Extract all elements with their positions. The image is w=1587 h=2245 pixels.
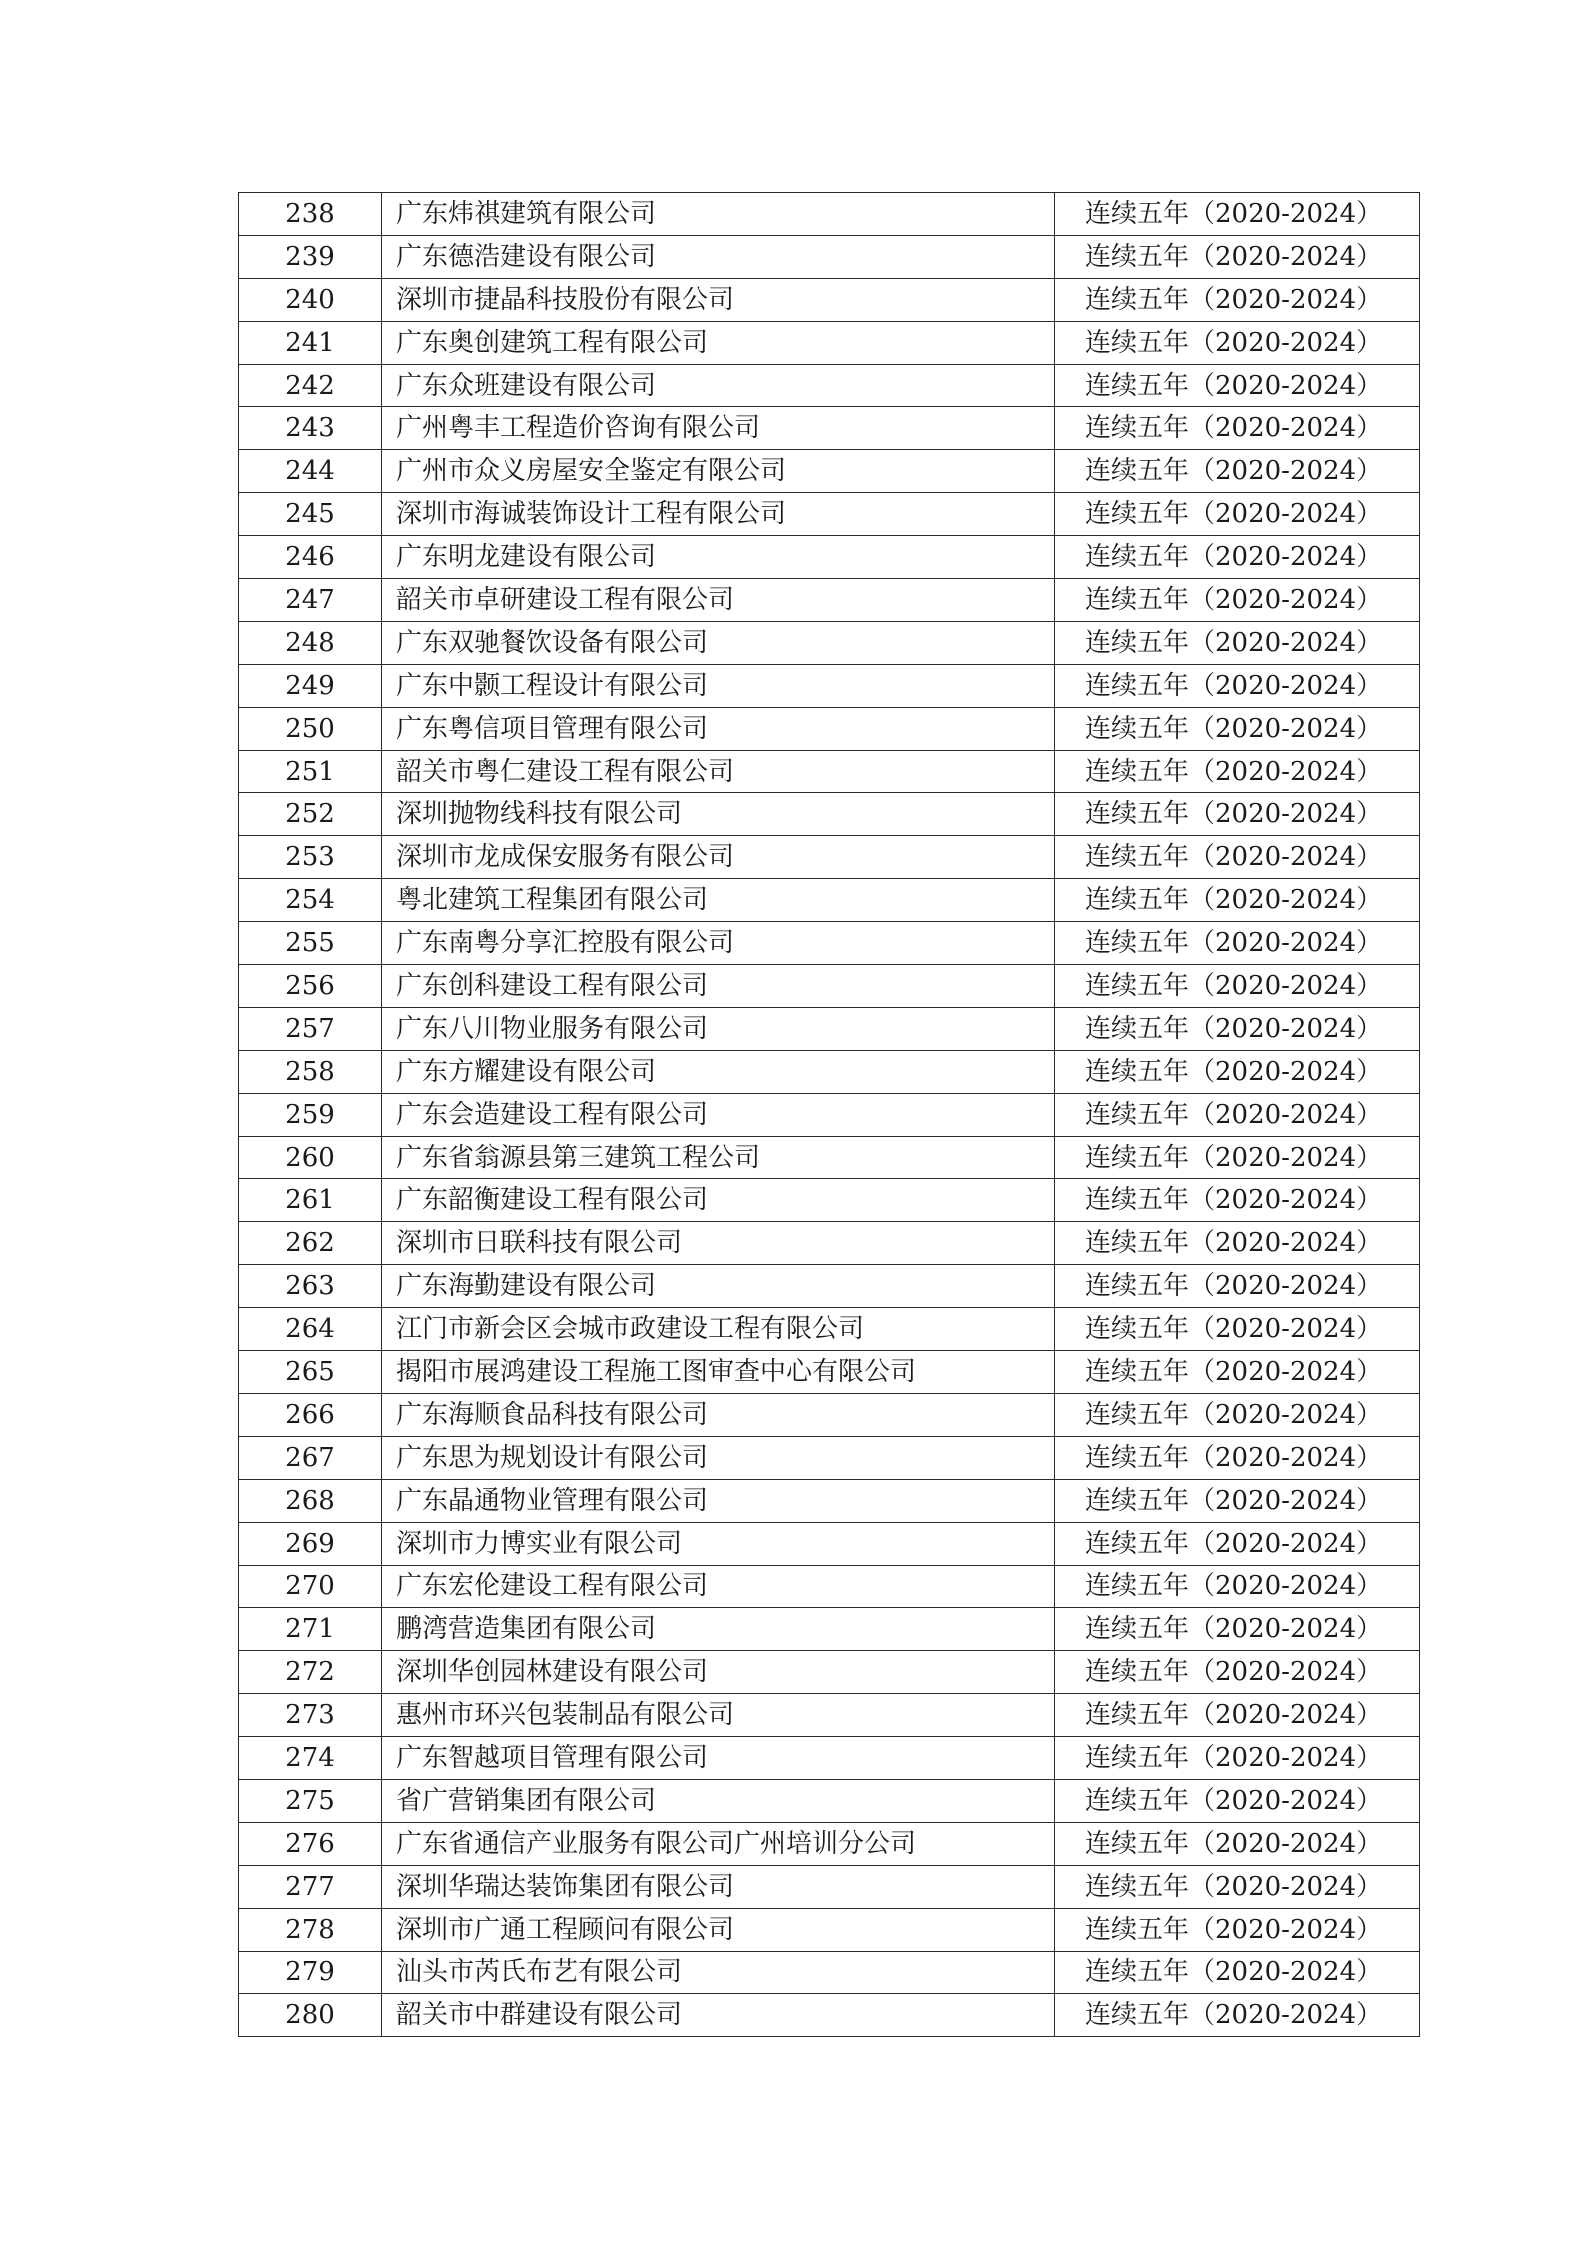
row-number: 262 [239, 1222, 382, 1265]
company-name: 深圳市海诚装饰设计工程有限公司 [382, 493, 1055, 536]
award-status: 连续五年（2020-2024） [1055, 922, 1420, 965]
row-number: 241 [239, 321, 382, 364]
company-name: 广东智越项目管理有限公司 [382, 1737, 1055, 1780]
row-number: 251 [239, 750, 382, 793]
row-number: 257 [239, 1007, 382, 1050]
company-name: 广东韶衡建设工程有限公司 [382, 1179, 1055, 1222]
company-name: 广州市众义房屋安全鉴定有限公司 [382, 450, 1055, 493]
row-number: 243 [239, 407, 382, 450]
award-status: 连续五年（2020-2024） [1055, 1822, 1420, 1865]
company-name: 韶关市卓研建设工程有限公司 [382, 579, 1055, 622]
table-row [239, 1136, 1420, 1179]
award-status: 连续五年（2020-2024） [1055, 965, 1420, 1008]
award-status: 连续五年（2020-2024） [1055, 1865, 1420, 1908]
company-name: 广东双驰餐饮设备有限公司 [382, 621, 1055, 664]
table-row [239, 407, 1420, 450]
table-row [239, 1093, 1420, 1136]
row-number: 267 [239, 1436, 382, 1479]
row-number: 254 [239, 879, 382, 922]
table-row [239, 1737, 1420, 1780]
row-number: 258 [239, 1050, 382, 1093]
company-name: 深圳市捷晶科技股份有限公司 [382, 278, 1055, 321]
award-status: 连续五年（2020-2024） [1055, 664, 1420, 707]
company-name: 广东南粤分享汇控股有限公司 [382, 922, 1055, 965]
company-name: 汕头市芮氏布艺有限公司 [382, 1951, 1055, 1994]
award-status: 连续五年（2020-2024） [1055, 407, 1420, 450]
company-name: 广东省通信产业服务有限公司广州培训分公司 [382, 1822, 1055, 1865]
table-row [239, 1522, 1420, 1565]
table-row [239, 664, 1420, 707]
row-number: 253 [239, 836, 382, 879]
award-status: 连续五年（2020-2024） [1055, 493, 1420, 536]
company-name: 广东宏伦建设工程有限公司 [382, 1565, 1055, 1608]
award-status: 连续五年（2020-2024） [1055, 278, 1420, 321]
table-row [239, 364, 1420, 407]
table-row [239, 1179, 1420, 1222]
row-number: 268 [239, 1479, 382, 1522]
company-name: 广东炜祺建筑有限公司 [382, 193, 1055, 236]
row-number: 249 [239, 664, 382, 707]
award-status: 连续五年（2020-2024） [1055, 321, 1420, 364]
award-status: 连续五年（2020-2024） [1055, 793, 1420, 836]
table-row [239, 1608, 1420, 1651]
award-status: 连续五年（2020-2024） [1055, 1351, 1420, 1394]
table-row [239, 1436, 1420, 1479]
table-row [239, 1007, 1420, 1050]
company-list-table [238, 192, 1420, 2037]
award-status: 连续五年（2020-2024） [1055, 1265, 1420, 1308]
company-name: 广东创科建设工程有限公司 [382, 965, 1055, 1008]
table-row [239, 1651, 1420, 1694]
company-name: 广州粤丰工程造价咨询有限公司 [382, 407, 1055, 450]
table-row [239, 793, 1420, 836]
company-name: 粤北建筑工程集团有限公司 [382, 879, 1055, 922]
table-row [239, 450, 1420, 493]
table-row [239, 1951, 1420, 1994]
table-row [239, 879, 1420, 922]
table-row [239, 750, 1420, 793]
table-row [239, 1822, 1420, 1865]
row-number: 244 [239, 450, 382, 493]
row-number: 269 [239, 1522, 382, 1565]
award-status: 连续五年（2020-2024） [1055, 879, 1420, 922]
table-row [239, 1908, 1420, 1951]
row-number: 245 [239, 493, 382, 536]
table-row [239, 1393, 1420, 1436]
row-number: 279 [239, 1951, 382, 1994]
row-number: 238 [239, 193, 382, 236]
table-row [239, 1351, 1420, 1394]
award-status: 连续五年（2020-2024） [1055, 364, 1420, 407]
row-number: 275 [239, 1779, 382, 1822]
table-row [239, 493, 1420, 536]
row-number: 239 [239, 235, 382, 278]
award-status: 连续五年（2020-2024） [1055, 235, 1420, 278]
row-number: 270 [239, 1565, 382, 1608]
row-number: 280 [239, 1994, 382, 2037]
company-name: 广东省翁源县第三建筑工程公司 [382, 1136, 1055, 1179]
award-status: 连续五年（2020-2024） [1055, 1093, 1420, 1136]
award-status: 连续五年（2020-2024） [1055, 1136, 1420, 1179]
award-status: 连续五年（2020-2024） [1055, 1050, 1420, 1093]
award-status: 连续五年（2020-2024） [1055, 1308, 1420, 1351]
table-row [239, 1994, 1420, 2037]
company-name: 韶关市中群建设有限公司 [382, 1994, 1055, 2037]
award-status: 连续五年（2020-2024） [1055, 1565, 1420, 1608]
row-number: 242 [239, 364, 382, 407]
company-name: 省广营销集团有限公司 [382, 1779, 1055, 1822]
company-name: 广东方耀建设有限公司 [382, 1050, 1055, 1093]
award-status: 连续五年（2020-2024） [1055, 707, 1420, 750]
company-name: 深圳抛物线科技有限公司 [382, 793, 1055, 836]
row-number: 250 [239, 707, 382, 750]
table-row [239, 235, 1420, 278]
row-number: 261 [239, 1179, 382, 1222]
row-number: 263 [239, 1265, 382, 1308]
row-number: 274 [239, 1737, 382, 1780]
row-number: 271 [239, 1608, 382, 1651]
table-row [239, 1222, 1420, 1265]
award-status: 连续五年（2020-2024） [1055, 1694, 1420, 1737]
award-status: 连续五年（2020-2024） [1055, 1393, 1420, 1436]
table-row [239, 836, 1420, 879]
row-number: 246 [239, 536, 382, 579]
table-row [239, 1779, 1420, 1822]
table-row [239, 1565, 1420, 1608]
company-name: 广东晶通物业管理有限公司 [382, 1479, 1055, 1522]
row-number: 247 [239, 579, 382, 622]
award-status: 连续五年（2020-2024） [1055, 1222, 1420, 1265]
company-name: 深圳市广通工程顾问有限公司 [382, 1908, 1055, 1951]
award-status: 连续五年（2020-2024） [1055, 1779, 1420, 1822]
award-status: 连续五年（2020-2024） [1055, 750, 1420, 793]
table-body [239, 193, 1420, 2037]
row-number: 256 [239, 965, 382, 1008]
table-row [239, 1479, 1420, 1522]
company-name: 深圳市龙成保安服务有限公司 [382, 836, 1055, 879]
award-status: 连续五年（2020-2024） [1055, 450, 1420, 493]
row-number: 278 [239, 1908, 382, 1951]
company-name: 深圳华创园林建设有限公司 [382, 1651, 1055, 1694]
row-number: 240 [239, 278, 382, 321]
row-number: 260 [239, 1136, 382, 1179]
table-row [239, 1050, 1420, 1093]
table-row [239, 579, 1420, 622]
award-status: 连续五年（2020-2024） [1055, 1951, 1420, 1994]
company-name: 广东海顺食品科技有限公司 [382, 1393, 1055, 1436]
row-number: 265 [239, 1351, 382, 1394]
award-status: 连续五年（2020-2024） [1055, 836, 1420, 879]
table-row [239, 621, 1420, 664]
company-name: 江门市新会区会城市政建设工程有限公司 [382, 1308, 1055, 1351]
table-row [239, 278, 1420, 321]
award-status: 连续五年（2020-2024） [1055, 1436, 1420, 1479]
company-name: 广东中颢工程设计有限公司 [382, 664, 1055, 707]
company-name: 广东明龙建设有限公司 [382, 536, 1055, 579]
company-name: 广东奥创建筑工程有限公司 [382, 321, 1055, 364]
award-status: 连续五年（2020-2024） [1055, 1994, 1420, 2037]
row-number: 273 [239, 1694, 382, 1737]
company-name: 鹏湾营造集团有限公司 [382, 1608, 1055, 1651]
award-status: 连续五年（2020-2024） [1055, 579, 1420, 622]
award-status: 连续五年（2020-2024） [1055, 1522, 1420, 1565]
table-row [239, 1865, 1420, 1908]
company-name: 广东八川物业服务有限公司 [382, 1007, 1055, 1050]
award-status: 连续五年（2020-2024） [1055, 1608, 1420, 1651]
row-number: 255 [239, 922, 382, 965]
row-number: 277 [239, 1865, 382, 1908]
company-name: 揭阳市展鸿建设工程施工图审查中心有限公司 [382, 1351, 1055, 1394]
award-status: 连续五年（2020-2024） [1055, 1651, 1420, 1694]
company-name: 深圳华瑞达装饰集团有限公司 [382, 1865, 1055, 1908]
table-row [239, 321, 1420, 364]
award-status: 连续五年（2020-2024） [1055, 1007, 1420, 1050]
table-row [239, 536, 1420, 579]
row-number: 276 [239, 1822, 382, 1865]
company-name: 广东众班建设有限公司 [382, 364, 1055, 407]
row-number: 264 [239, 1308, 382, 1351]
award-status: 连续五年（2020-2024） [1055, 1179, 1420, 1222]
company-name: 深圳市力博实业有限公司 [382, 1522, 1055, 1565]
award-status: 连续五年（2020-2024） [1055, 1737, 1420, 1780]
award-status: 连续五年（2020-2024） [1055, 193, 1420, 236]
company-name: 深圳市日联科技有限公司 [382, 1222, 1055, 1265]
table-row [239, 707, 1420, 750]
award-status: 连续五年（2020-2024） [1055, 1479, 1420, 1522]
company-name: 广东海勤建设有限公司 [382, 1265, 1055, 1308]
company-name: 广东粤信项目管理有限公司 [382, 707, 1055, 750]
company-name: 韶关市粤仁建设工程有限公司 [382, 750, 1055, 793]
award-status: 连续五年（2020-2024） [1055, 536, 1420, 579]
row-number: 266 [239, 1393, 382, 1436]
company-name: 广东德浩建设有限公司 [382, 235, 1055, 278]
row-number: 259 [239, 1093, 382, 1136]
table-row [239, 965, 1420, 1008]
table-row [239, 922, 1420, 965]
company-name: 广东会造建设工程有限公司 [382, 1093, 1055, 1136]
award-status: 连续五年（2020-2024） [1055, 1908, 1420, 1951]
row-number: 252 [239, 793, 382, 836]
company-name: 广东思为规划设计有限公司 [382, 1436, 1055, 1479]
table-row [239, 1308, 1420, 1351]
table-row [239, 193, 1420, 236]
table-row [239, 1694, 1420, 1737]
row-number: 248 [239, 621, 382, 664]
award-status: 连续五年（2020-2024） [1055, 621, 1420, 664]
company-name: 惠州市环兴包装制品有限公司 [382, 1694, 1055, 1737]
row-number: 272 [239, 1651, 382, 1694]
table-row [239, 1265, 1420, 1308]
